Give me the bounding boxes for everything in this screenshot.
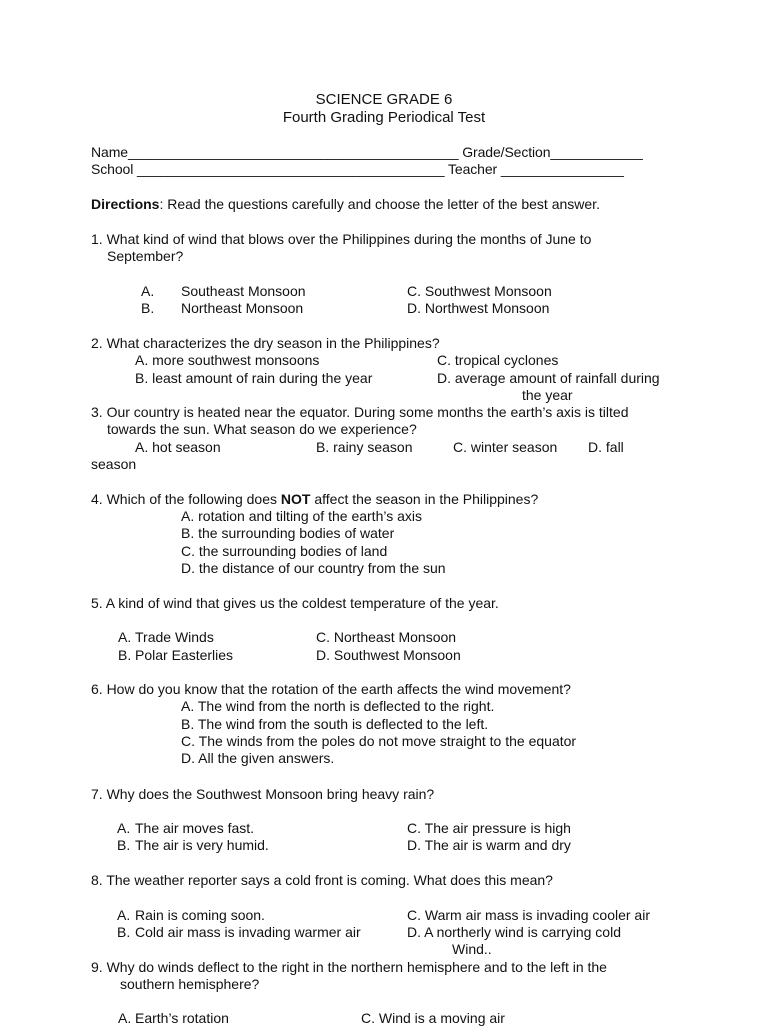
q5-option-c: C. Northeast Monsoon [316, 629, 457, 645]
question-3-text-cont: towards the sun. What season do we experience? [107, 421, 417, 437]
q1-option-b-letter: B. [141, 300, 155, 316]
q4-option-b: B. the surrounding bodies of water [181, 525, 395, 541]
question-4-post: affect the season in the Philippines? [310, 491, 539, 507]
q1-option-a [141, 283, 306, 300]
q7-option-a-text: The air moves fast. [135, 820, 255, 836]
q1-option-c: C. Southwest Monsoon [407, 283, 552, 299]
q5-option-a [118, 629, 214, 646]
q6-option-c: C. The winds from the poles do not move straight to the equator [181, 733, 577, 749]
question-7-text: 7. Why does the Southwest Monsoon bring heavy rain? [91, 786, 435, 802]
q8-option-a-text: Rain is coming soon. [135, 907, 265, 923]
q3-option-d: D. fall [588, 439, 624, 455]
question-8-text: 8. The weather reporter says a cold front is coming. What does this mean? [91, 872, 553, 888]
q8-option-b-text: Cold air mass is invading warmer air [135, 924, 361, 940]
q6-option-b: B. The wind from the south is deflected to the left. [181, 716, 489, 732]
q6-option-d: D. All the given answers. [181, 750, 335, 766]
question-9-text: 9. Why do winds deflect to the right in the northern hemisphere and to the left in the [91, 959, 607, 975]
q4-option-d: D. the distance of our country from the sun [181, 560, 446, 576]
directions-label: Directions [91, 196, 160, 212]
q7-option-b-text: The air is very humid. [135, 837, 269, 853]
q8-option-c: C. Warm air mass is invading cooler air [407, 907, 650, 923]
q5-option-a-letter: A. [118, 629, 132, 645]
q5-option-d: D. Southwest Monsoon [316, 647, 461, 663]
q1-option-d: D. Northwest Monsoon [407, 300, 550, 316]
q1-option-a-letter: A. [141, 283, 155, 299]
q7-option-c: C. The air pressure is high [407, 820, 571, 836]
directions-text: : Read the questions carefully and choose the letter of the best answer. [159, 196, 600, 212]
q1-option-b-text: Northeast Monsoon [181, 300, 304, 316]
question-2-text: 2. What characterizes the dry season in the Philippines? [91, 335, 440, 351]
q9-option-a [118, 1010, 229, 1027]
q2-option-a: A. more southwest monsoons [135, 352, 320, 368]
q3-option-c: C. winter season [453, 439, 558, 455]
q8-option-b [117, 924, 361, 941]
q5-option-b-letter: B. [118, 647, 132, 663]
school-teacher-line: School ________________________________________ Teacher ________________ [91, 161, 624, 177]
question-5-text: 5. A kind of wind that gives us the coldest temperature of the year. [91, 595, 499, 611]
q5-option-a-text: Trade Winds [135, 629, 214, 645]
question-4-pre: 4. Which of the following does [91, 491, 281, 507]
q7-option-d: D. The air is warm and dry [407, 837, 571, 853]
directions [91, 196, 600, 213]
q7-option-b [117, 837, 269, 854]
q9-option-a-letter: A. [118, 1010, 132, 1026]
question-1-text-cont: September? [107, 248, 184, 264]
q2-option-d-cont: the year [522, 387, 573, 403]
q2-option-c: C. tropical cyclones [437, 352, 559, 368]
test-title: SCIENCE GRADE 6 [315, 91, 453, 108]
q3-option-d-cont: season [91, 456, 137, 472]
q1-option-b [141, 300, 303, 317]
q8-option-a [117, 907, 265, 924]
q8-option-b-letter: B. [117, 924, 131, 940]
q4-option-a: A. rotation and tilting of the earth’s axis [181, 508, 422, 524]
q5-option-b [118, 647, 233, 664]
q9-option-a-text: Earth’s rotation [135, 1010, 229, 1026]
q2-option-b: B. least amount of rain during the year [135, 370, 373, 386]
q8-option-a-letter: A. [117, 907, 131, 923]
question-9-text-cont: southern hemisphere? [120, 976, 260, 992]
q9-option-c: C. Wind is a moving air [361, 1010, 505, 1026]
q6-option-a: A. The wind from the north is deflected to the right. [181, 698, 495, 714]
q5-option-b-text: Polar Easterlies [135, 647, 234, 663]
question-3-text: 3. Our country is heated near the equator. During some months the earth’s axis is tilted [91, 404, 629, 420]
q3-option-a: A. hot season [135, 439, 221, 455]
q2-option-d: D. average amount of rainfall during [437, 370, 660, 386]
q7-option-a [117, 820, 254, 837]
question-4-emphasis: NOT [280, 491, 311, 507]
question-6-text: 6. How do you know that the rotation of the earth affects the wind movement? [91, 681, 571, 697]
q1-option-a-text: Southeast Monsoon [181, 283, 306, 299]
q7-option-a-letter: A. [117, 820, 131, 836]
question-4-text [91, 491, 538, 508]
name-grade-line: Name___________________________________________ Grade/Section____________ [91, 144, 643, 160]
test-subtitle: Fourth Grading Periodical Test [282, 109, 486, 126]
q8-option-d-cont: Wind.. [452, 941, 492, 957]
q3-option-b: B. rainy season [316, 439, 413, 455]
q7-option-b-letter: B. [117, 837, 131, 853]
q4-option-c: C. the surrounding bodies of land [181, 543, 388, 559]
question-1-text: 1. What kind of wind that blows over the Philippines during the months of June to [91, 231, 592, 247]
q8-option-d: D. A northerly wind is carrying cold [407, 924, 621, 940]
